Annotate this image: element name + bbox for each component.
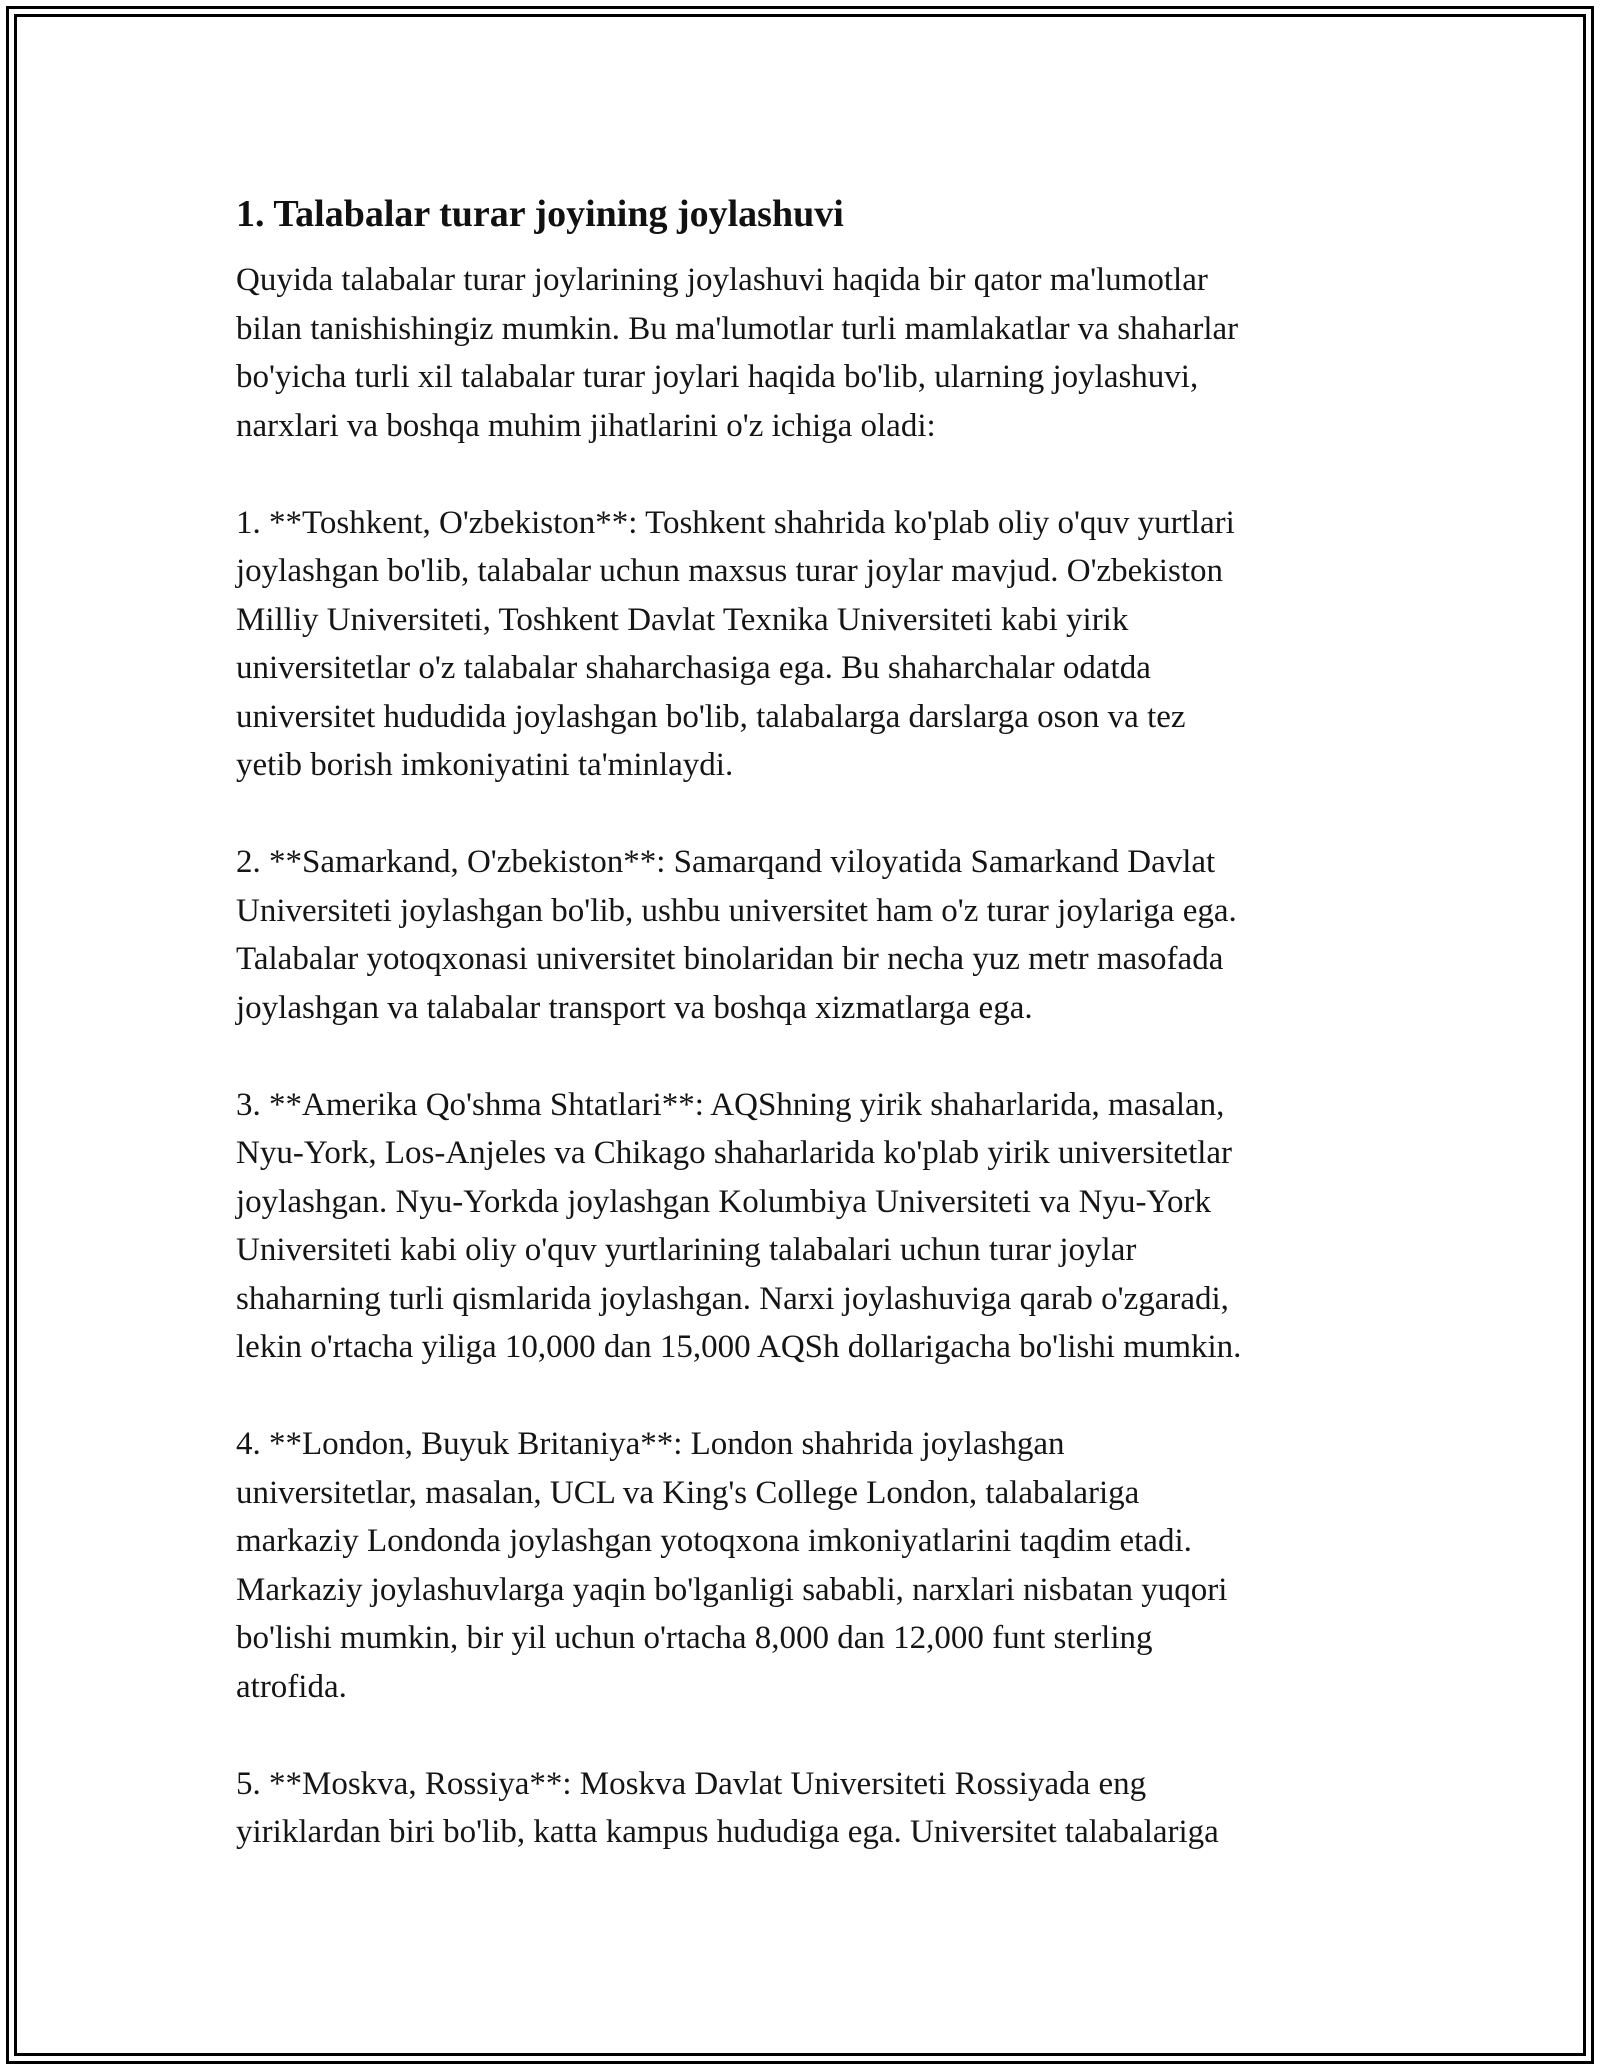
list-item-samarkand: 2. **Samarkand, O'zbekiston**: Samarqand viloyatida Samarkand Davlat Universiteti joylashgan bo'lib, ushbu universitet ham o'z turar joylariga ega. Talabalar yotoqxonasi universitet binolaridan bir necha yuz metr masofada joylashgan va talabalar transport va boshqa xizmatlarga ega. bbox=[236, 844, 1237, 1026]
section-heading: 1. Talabalar turar joyining joylashuvi bbox=[236, 193, 844, 235]
intro-paragraph: Quyida talabalar turar joylarining joylashuvi haqida bir qator ma'lumotlar bilan tanishishingiz mumkin. Bu ma'lumotlar turli mamlakatlar va shaharlar bo'yicha turli xil talabalar turar joylari haqida bo'lib, ularning joylashuvi, narxlari va boshqa muhim jihatlarini o'z ichiga oladi: bbox=[236, 262, 1239, 444]
list-item-toshkent: 1. **Toshkent, O'zbekiston**: Toshkent shahrida ko'plab oliy o'quv yurtlari joylashgan bo'lib, talabalar uchun maxsus turar joylar mavjud. O'zbekiston Milliy Universiteti, Toshkent Davlat Texnika Universiteti kabi yirik universitetlar o'z talabalar shaharchasiga ega. Bu shaharchalar odatda universitet hududida joylashgan bo'lib, talabalarga darslarga oson va tez yetib borish imkoniyatini ta'minlaydi. bbox=[236, 504, 1235, 783]
document-body bbox=[236, 186, 1356, 1905]
list-item-london: 4. **London, Buyuk Britaniya**: London shahrida joylashgan universitetlar, masalan, UCL va King's College London, talabalariga markaziy Londonda joylashgan yotoqxona imkoniyatlarini taqdim etadi. Markaziy joylashuvlarga yaqin bo'lganligi sababli, narxlari nisbatan yuqori bo'lishi mumkin, bir yil uchun o'rtacha 8,000 dan 12,000 funt sterling atrofida. bbox=[236, 1426, 1228, 1705]
list-item-moskva: 5. **Moskva, Rossiya**: Moskva Davlat Universiteti Rossiyada eng yiriklardan biri bo'lib, katta kampus hududiga ega. Universitet talabalariga bbox=[236, 1765, 1219, 1850]
list-item-usa: 3. **Amerika Qo'shma Shtatlari**: AQShning yirik shaharlarida, masalan, Nyu-York, Los-Anjeles va Chikago shaharlarida ko'plab yirik universitetlar joylashgan. Nyu-Yorkda joylashgan Kolumbiya Universiteti va Nyu-York Universiteti kabi oliy o'quv yurtlarining talabalari uchun turar joylar shaharning turli qismlarida joylashgan. Narxi joylashuviga qarab o'zgaradi, lekin o'rtacha yiliga 10,000 dan 15,000 AQSh dollarigacha bo'lishi mumkin. bbox=[236, 1086, 1242, 1365]
